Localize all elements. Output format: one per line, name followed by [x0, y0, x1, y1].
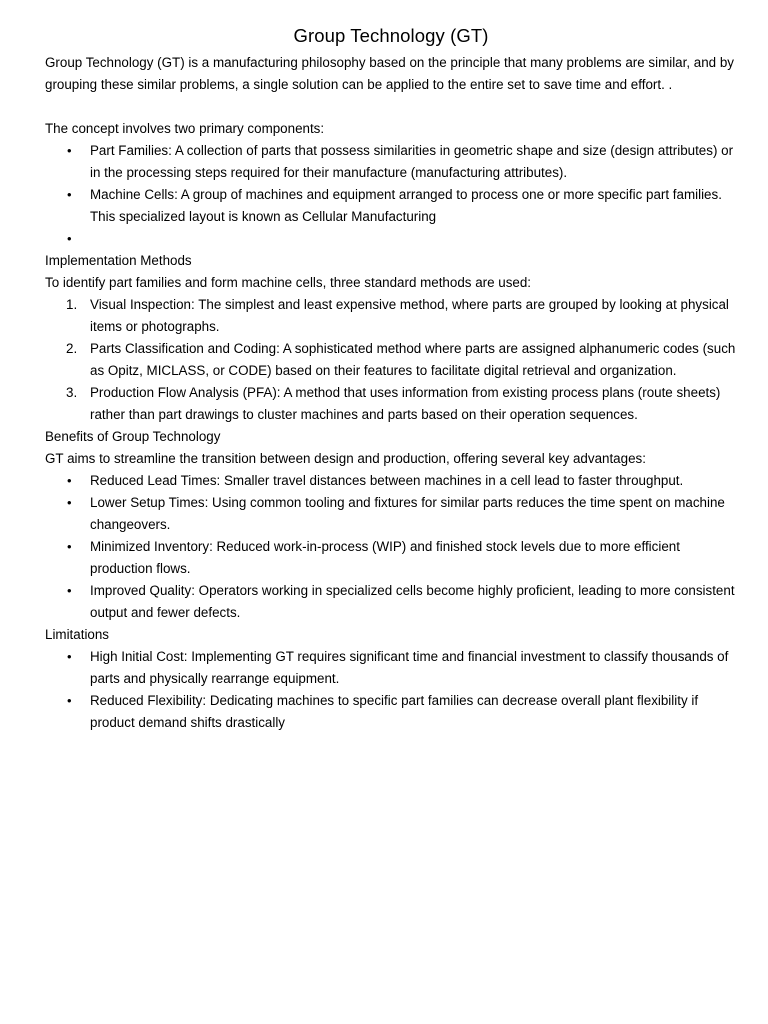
implementation-list: [45, 294, 737, 426]
numbered-item: [45, 382, 737, 426]
benefits-lead: GT aims to streamline the transition between design and production, offering several key advantages:: [45, 451, 646, 466]
benefits-heading: Benefits of Group Technology: [45, 429, 221, 444]
list-item: • High Initial Cost: Implementing GT requires significant time and financial investment to classify thousands of parts and physically rearrange equipment.: [45, 646, 737, 690]
numbered-item: [45, 294, 737, 338]
list-item: • Reduced Flexibility: Dedicating machines to specific part families can decrease overall plant flexibility if product demand shifts drastically: [45, 690, 737, 734]
concept-lead: The concept involves two primary components:: [45, 121, 325, 136]
list-item: • Minimized Inventory: Reduced work-in-process (WIP) and finished stock levels due to more efficient production flows.: [45, 536, 737, 580]
list-item: • Machine Cells: A group of machines and equipment arranged to process one or more specific part families. This specialized layout is known as Cellular Manufacturing: [45, 184, 737, 228]
item-number: 2.: [66, 341, 78, 356]
item-text: Production Flow Analysis (PFA): A method that uses information from existing process plans (route sheets) rather than part drawings to cluster machines and parts based on their operation sequences.: [90, 385, 721, 422]
document-page: [45, 22, 737, 734]
numbered-item: [45, 338, 737, 382]
concept-list: [45, 140, 737, 250]
document-title: Group Technology (GT): [293, 25, 489, 46]
implementation-heading: Implementation Methods: [45, 253, 192, 268]
item-text: Visual Inspection: The simplest and least expensive method, where parts are grouped by looking at physical items or photographs.: [90, 297, 729, 334]
limitations-heading: Limitations: [45, 627, 110, 642]
list-item: • Improved Quality: Operators working in specialized cells become highly proficient, leading to more consistent output and fewer defects.: [45, 580, 737, 624]
item-number: 1.: [66, 297, 78, 312]
item-text: Parts Classification and Coding: A sophisticated method where parts are assigned alphanumeric codes (such as Opitz, MICLASS, or CODE) based on their features to facilitate digital retrieval and organization.: [90, 341, 736, 378]
list-item: • Lower Setup Times: Using common tooling and fixtures for similar parts reduces the time spent on machine changeovers.: [45, 492, 737, 536]
intro-paragraph: Group Technology (GT) is a manufacturing philosophy based on the principle that many problems are similar, and by grouping these similar problems, a single solution can be applied to the entire set to save time and effort. .: [45, 55, 734, 92]
limitations-list: [45, 646, 737, 734]
benefits-list: [45, 470, 737, 624]
implementation-lead: To identify part families and form machine cells, three standard methods are used:: [45, 275, 532, 290]
list-item: • Reduced Lead Times: Smaller travel distances between machines in a cell lead to faster throughput.: [45, 470, 737, 492]
blank-line: [45, 96, 737, 118]
list-item: • Part Families: A collection of parts that possess similarities in geometric shape and size (design attributes) or in the processing steps required for their manufacture (manufacturing attributes).: [45, 140, 737, 184]
list-item-empty: [45, 228, 737, 250]
item-number: 3.: [66, 385, 78, 400]
